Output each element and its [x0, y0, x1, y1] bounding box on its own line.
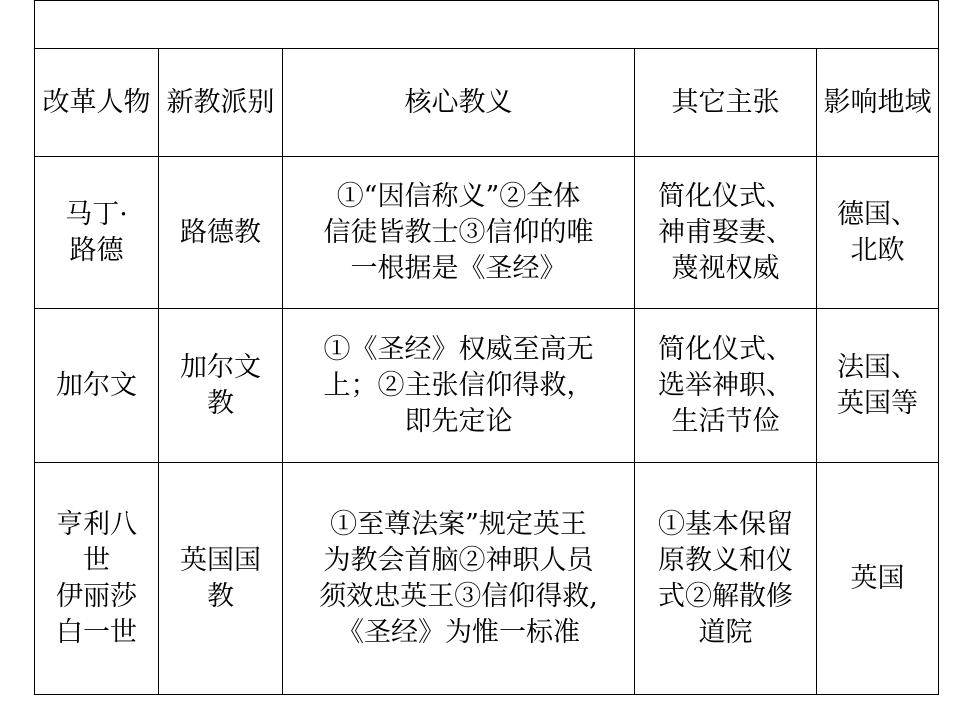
- cell-line: 白一世: [56, 616, 137, 648]
- cell-line: 加尔文: [56, 369, 137, 401]
- cell-line: 伊丽莎: [56, 580, 137, 612]
- cell-line: 原教义和仪: [658, 544, 793, 576]
- cell-other: [635, 309, 817, 463]
- cell-line: 一根据是《圣经》: [350, 252, 567, 284]
- cell-region: [817, 157, 939, 309]
- table-title-cell: [35, 1, 939, 49]
- cell-line: ①基本保留: [658, 508, 793, 540]
- cell-region: [817, 463, 939, 695]
- cell-reformer: [35, 157, 159, 309]
- header-reformer: 改革人物: [35, 49, 159, 157]
- table-header-row: [35, 49, 939, 157]
- cell-line: 世: [83, 544, 110, 576]
- cell-reformer: [35, 463, 159, 695]
- cell-line: 蔑视权威: [671, 252, 780, 284]
- cell-line: 英国: [850, 562, 905, 594]
- cell-line: 路德教: [180, 216, 261, 248]
- cell-line: 加尔文: [180, 351, 261, 383]
- cell-other: [635, 463, 817, 695]
- cell-line: 生活节俭: [671, 405, 780, 437]
- cell-line: 英国国: [180, 544, 261, 576]
- cell-doctrine: [283, 463, 635, 695]
- cell-doctrine: [283, 309, 635, 463]
- reformation-table: [34, 0, 939, 695]
- cell-line: 《圣经》为惟一标准: [337, 616, 580, 648]
- cell-line: 道院: [698, 616, 753, 648]
- cell-line: ①《圣经》权威至高无: [323, 333, 594, 365]
- cell-line: 路德: [69, 234, 124, 266]
- cell-line: 上；②主张信仰得救，: [323, 369, 594, 401]
- cell-line: 马丁·: [65, 198, 128, 230]
- cell-line: 神甫娶妻、: [658, 216, 793, 248]
- cell-line: 北欧: [850, 234, 905, 266]
- cell-sect: [159, 463, 283, 695]
- cell-line: 简化仪式、: [658, 333, 793, 365]
- cell-line: 须效忠英王③信仰得救,: [319, 580, 598, 612]
- cell-doctrine: [283, 157, 635, 309]
- header-other: 其它主张: [635, 49, 817, 157]
- header-region: 影响地域: [817, 49, 939, 157]
- header-sect: 新教派别: [159, 49, 283, 157]
- cell-reformer: [35, 309, 159, 463]
- cell-other: [635, 157, 817, 309]
- cell-line: 英国等: [837, 387, 918, 419]
- cell-line: 为教会首脑②神职人员: [323, 544, 594, 576]
- cell-line: 德国、: [837, 198, 918, 230]
- cell-line: ①至尊法案”规定英王: [330, 508, 587, 540]
- table-row: [35, 309, 939, 463]
- cell-line: 信徒皆教士③信仰的唯: [323, 216, 594, 248]
- cell-line: 选举神职、: [658, 369, 793, 401]
- cell-line: ①“因信称义”②全体: [336, 180, 581, 212]
- header-doctrine: 核心教义: [283, 49, 635, 157]
- cell-sect: [159, 157, 283, 309]
- table-row: [35, 463, 939, 695]
- table-title-row: [35, 1, 939, 49]
- cell-region: [817, 309, 939, 463]
- cell-line: 式②解散修: [658, 580, 793, 612]
- cell-line: 亨利八: [56, 508, 137, 540]
- cell-line: 法国、: [837, 351, 918, 383]
- cell-line: 即先定论: [404, 405, 513, 437]
- cell-line: 教: [207, 580, 234, 612]
- cell-sect: [159, 309, 283, 463]
- cell-line: 教: [207, 387, 234, 419]
- table-row: [35, 157, 939, 309]
- cell-line: 简化仪式、: [658, 180, 793, 212]
